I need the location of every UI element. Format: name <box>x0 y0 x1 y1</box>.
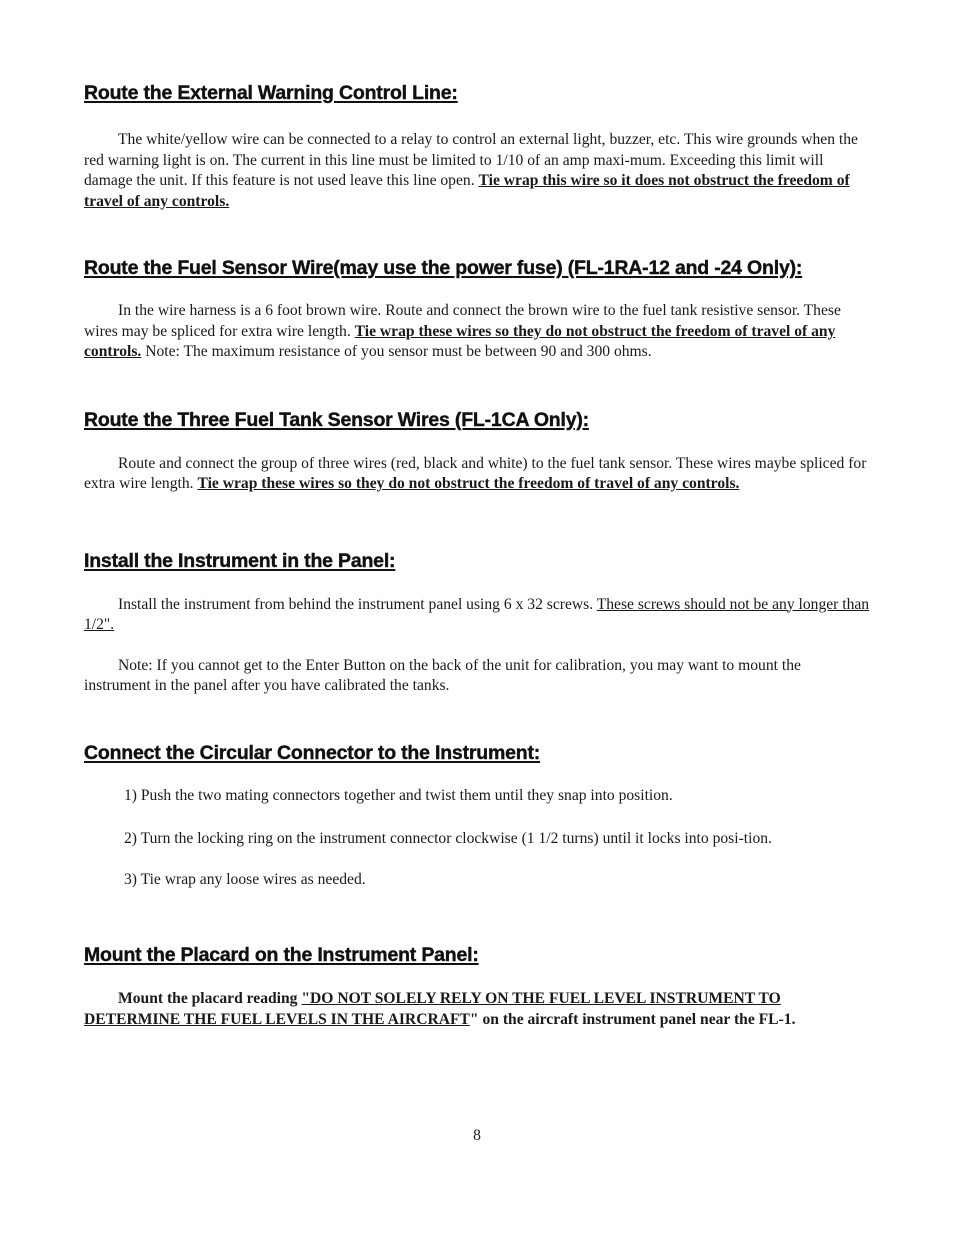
section-heading-circular-connector: Connect the Circular Connector to the Instrument: <box>84 741 541 764</box>
section-heading-install-instrument: Install the Instrument in the Panel: <box>84 549 396 572</box>
paragraph-external-warning <box>84 130 870 212</box>
heading-part-b: (may use the power fuse) <box>333 257 563 279</box>
paragraph-text: Route and connect the group of three wires (red, black and white) to the fuel tank sensor. These wires maybe spliced for extra wire length. <box>84 454 867 492</box>
paragraph-three-sensor-wires <box>84 454 870 495</box>
paragraph-tail: " on the aircraft instrument panel near the FL-1. <box>469 1010 796 1028</box>
list-item: 2) Turn the locking ring on the instrument connector clockwise (1 1/2 turns) until it locks into posi-tion. <box>124 830 772 847</box>
paragraph-text: Mount the placard reading <box>118 990 302 1007</box>
paragraph-emphasis: These screws should not be any longer than 1/2". <box>84 595 870 633</box>
placard-text: "DO NOT SOLELY RELY ON THE FUEL LEVEL INSTRUMENT TO DETERMINE THE FUEL LEVELS IN THE AIRCRAFT <box>84 990 781 1028</box>
paragraph-emphasis: Tie wrap this wire so it does not obstruct the freedom of travel of any controls. <box>84 172 850 210</box>
heading-part-c: (FL-1RA-12 and -24 Only): <box>562 257 803 279</box>
paragraph-emphasis: Tie wrap these wires so they do not obstruct the freedom of travel of any controls. <box>84 322 836 360</box>
list-item: 1) Push the two mating connectors together and twist them until they snap into position. <box>124 786 673 804</box>
heading-part-a: Route the Fuel Sensor Wire <box>84 257 334 279</box>
page-number: 8 <box>473 1127 481 1144</box>
paragraph-tail: Note: The maximum resistance of you sensor must be between 90 and 300 ohms. <box>141 343 652 360</box>
paragraph-mount-placard <box>84 989 870 1030</box>
paragraph-install-instrument <box>84 595 870 636</box>
section-heading-mount-placard: Mount the Placard on the Instrument Panel: <box>84 944 479 966</box>
section-heading-fuel-sensor <box>84 255 870 282</box>
paragraph-text: In the wire harness is a 6 foot brown wire. Route and connect the brown wire to the fuel tank resistive sensor. These wires may be spliced for extra wire length. <box>84 302 841 340</box>
section-heading-three-sensor-wires: Route the Three Fuel Tank Sensor Wires (FL-1CA Only): <box>84 408 589 431</box>
section-heading-external-warning: Route the External Warning Control Line: <box>84 82 458 104</box>
document-page <box>84 78 870 1030</box>
paragraph-fuel-sensor <box>84 301 870 363</box>
list-item: 3) Tie wrap any loose wires as needed. <box>124 870 366 888</box>
paragraph-emphasis: Tie wrap these wires so they do not obstruct the freedom of travel of any controls. <box>197 475 740 492</box>
paragraph-text: Install the instrument from behind the instrument panel using 6 x 32 screws. <box>118 595 597 613</box>
paragraph-install-note: Note: If you cannot get to the Enter Button on the back of the unit for calibration, you may want to mount the instrument in the panel after you have calibrated the tanks. <box>84 656 801 694</box>
paragraph-text: The white/yellow wire can be connected to a relay to control an external light, buzzer, etc. This wire grounds when the red warning light is on. The current in this line must be limited to 1/10 of an amp maxi-mum. Exceeding this limit will damage the unit. If this feature is not used leave this line open. <box>84 131 858 189</box>
